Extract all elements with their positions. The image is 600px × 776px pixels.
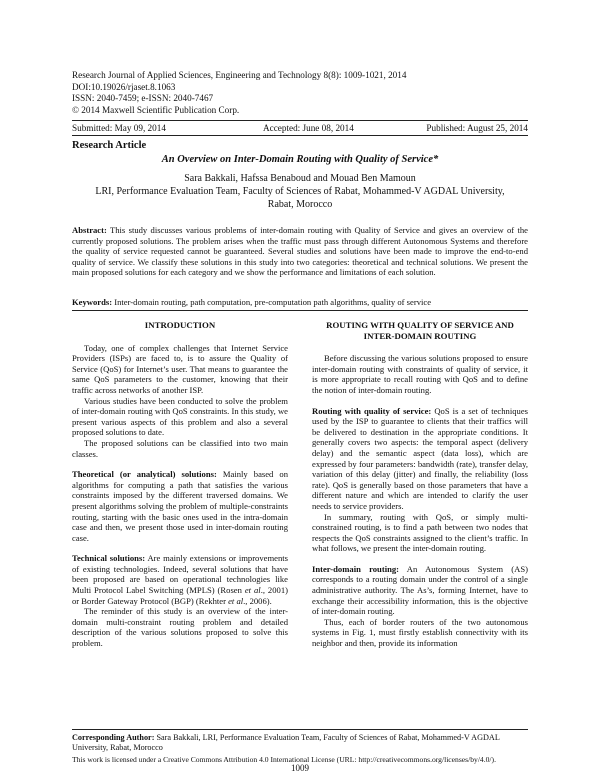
keywords-label: Keywords: [72, 297, 113, 307]
footer-rule [72, 729, 528, 730]
routing-paragraph-1: Before discussing the various solutions proposed to ensure inter-domain routing with constraints of quality of service, it is more appropriate to recall routing with QoS and to define the notion of inter-domain routing. [312, 353, 528, 395]
inter-domain-label: Inter-domain routing: [312, 563, 400, 574]
routing-qos-heading: ROUTING WITH QUALITY OF SERVICE AND INTER-DOMAIN ROUTING [326, 320, 514, 341]
routing-qos-paragraph [312, 406, 528, 512]
published-date: Published: August 25, 2014 [426, 123, 528, 133]
affiliation: LRI, Performance Evaluation Team, Faculty of Sciences of Rabat, Mohammed-V AGDAL University, [95, 186, 505, 197]
technical-label: Technical solutions: [72, 553, 146, 564]
article-title: An Overview on Inter-Domain Routing with Quality of Service* [161, 154, 439, 165]
et-al-2: et al [228, 595, 244, 606]
et-al-1: et al [244, 585, 261, 596]
intro-paragraph-2: Various studies have been conducted to solve the problem of inter-domain routing with QoS constraints. In this study, we present various aspects of this problem and also a several proposed solutions to date. [72, 395, 288, 438]
journal-citation: Research Journal of Applied Sciences, Engineering and Technology 8(8): 1009-1021, 2014 [72, 70, 407, 80]
article-type: Research Article [72, 140, 147, 151]
technical-text-1: Are mainly extensions or improvements of existing technologies. Indeed, several solutions that have been proposed are based on operational technologies like Multi Protocol Label Switching (MPLS) (Rosen [72, 553, 288, 596]
journal-header [72, 70, 406, 116]
abstract-label: Abstract: [72, 225, 107, 235]
license-note: This work is licensed under a Creative Commons Attribution 4.0 International License (URL: http://creativecommons.org/licenses/by/4.0/). [72, 755, 496, 764]
location: Rabat, Morocco [267, 199, 333, 210]
technical-text-3: ., 2006). [243, 595, 272, 606]
theoretical-solutions-paragraph [72, 469, 288, 543]
routing-qos-label: Routing with quality of service: [312, 405, 432, 416]
keywords-text: Inter-domain routing, path computation, pre-computation path algorithms, quality of service [112, 297, 432, 307]
abstract-text: This study discusses various problems of inter-domain routing with Quality of Service and gives an overview of the currently proposed solutions. The problem arises when the traffic must pass through different Autonomous Systems and therefore the quality of service requested cannot be guaranteed. Several studies and solutions have been made to improve the end-to-end quality of service. We classify these solutions in this study into two categories: theoretical and technical solutions. We present the main proposed solutions for each category and we show the performance and limitations of each solution. [72, 225, 528, 278]
inter-domain-paragraph [312, 564, 528, 617]
introduction-heading: INTRODUCTION [144, 320, 216, 330]
accepted-date: Accepted: June 08, 2014 [263, 123, 354, 133]
header-rule [72, 120, 528, 121]
right-column [312, 320, 528, 649]
copyright: © 2014 Maxwell Scientific Publication Corp. [72, 104, 240, 115]
dates-rule [72, 135, 528, 136]
intro-paragraph-3: The proposed solutions can be classified into two main classes. [72, 437, 288, 459]
theoretical-label: Theoretical (or analytical) solutions: [72, 469, 217, 480]
doi: DOI:10.19026/rjaset.8.1063 [72, 81, 176, 92]
routing-qos-text: QoS is a set of techniques used by the ISP to guarantee to clients that their traffics will be delivered to destination in the appropriate conditions. It generally covers two aspects: the temporal aspect (delivery delay) and the semantic aspect (data loss), which are expressed by four parameters: bandwidth (rate), transfer delay, variation of this delay (jitter) and finally, the reliability (loss rate). QoS is generally based on those parameters that have a different nature and which are intended to clarify the user needs to service providers. [312, 405, 528, 511]
corresponding-label: Corresponding Author: [72, 733, 155, 742]
keywords-rule [72, 310, 528, 311]
author-block [72, 172, 528, 211]
technical-solutions-paragraph [72, 553, 288, 606]
corresponding-text: Sara Bakkali, LRI, Performance Evaluation Team, Faculty of Sciences of Rabat, Mohammed-V AGDAL University, Rabat, Morocco [72, 733, 500, 752]
routing-paragraph-2: In summary, routing with QoS, or simply multi-constrained routing, is to find a path between two nodes that respects the QoS constraints assigned to the client’s traffic. In what follows, we present the inter-domain routing. [312, 511, 528, 554]
author-names: Sara Bakkali, Hafssa Benaboud and Mouad Ben Mamoun [184, 173, 416, 184]
corresponding-author [72, 733, 528, 753]
technical-text-2: ., 2001) or Border Gateway Protocol (BGP) (Rekhter [72, 585, 288, 606]
submitted-date: Submitted: May 09, 2014 [72, 123, 166, 133]
left-column [72, 320, 288, 649]
keywords [72, 297, 528, 308]
intro-paragraph-4: The reminder of this study is an overview of the inter-domain multi-constraint routing problem and detailed description of the various solutions proposed to solve this problem. [72, 606, 288, 649]
inter-domain-text: An Autonomous System (AS) corresponds to a routing domain under the control of a single administrative authority. The As’s, forming Internet, have to exchange their accessibility information, this is the objective of inter-domain routing. [312, 563, 528, 617]
issn: ISSN: 2040-7459; e-ISSN: 2040-7467 [72, 93, 214, 104]
routing-paragraph-3: Thus, each of border routers of the two autonomous systems in Fig. 1, must firstly establish connectivity with its neighbor and then, provide its information [312, 616, 528, 649]
page-number: 1009 [291, 763, 309, 773]
theoretical-text: Mainly based on algorithms for computing a path that satisfies the various constraints imposed by the different traversed domains. We present algorithms solving the problem of multiple-constraints routing, starting with the basic ones used in the intra-domain case and then, we present those used in inter-domain routing case. [72, 469, 288, 543]
abstract [72, 225, 528, 278]
intro-paragraph-1: Today, one of complex challenges that Internet Service Providers (ISPs) are faced to, is to assure the Quality of Service (QoS) for Internet’s user. That means to guarantee the same QoS parameters to the customer, knowing that their traffic across networks of another ISP. [72, 342, 288, 395]
